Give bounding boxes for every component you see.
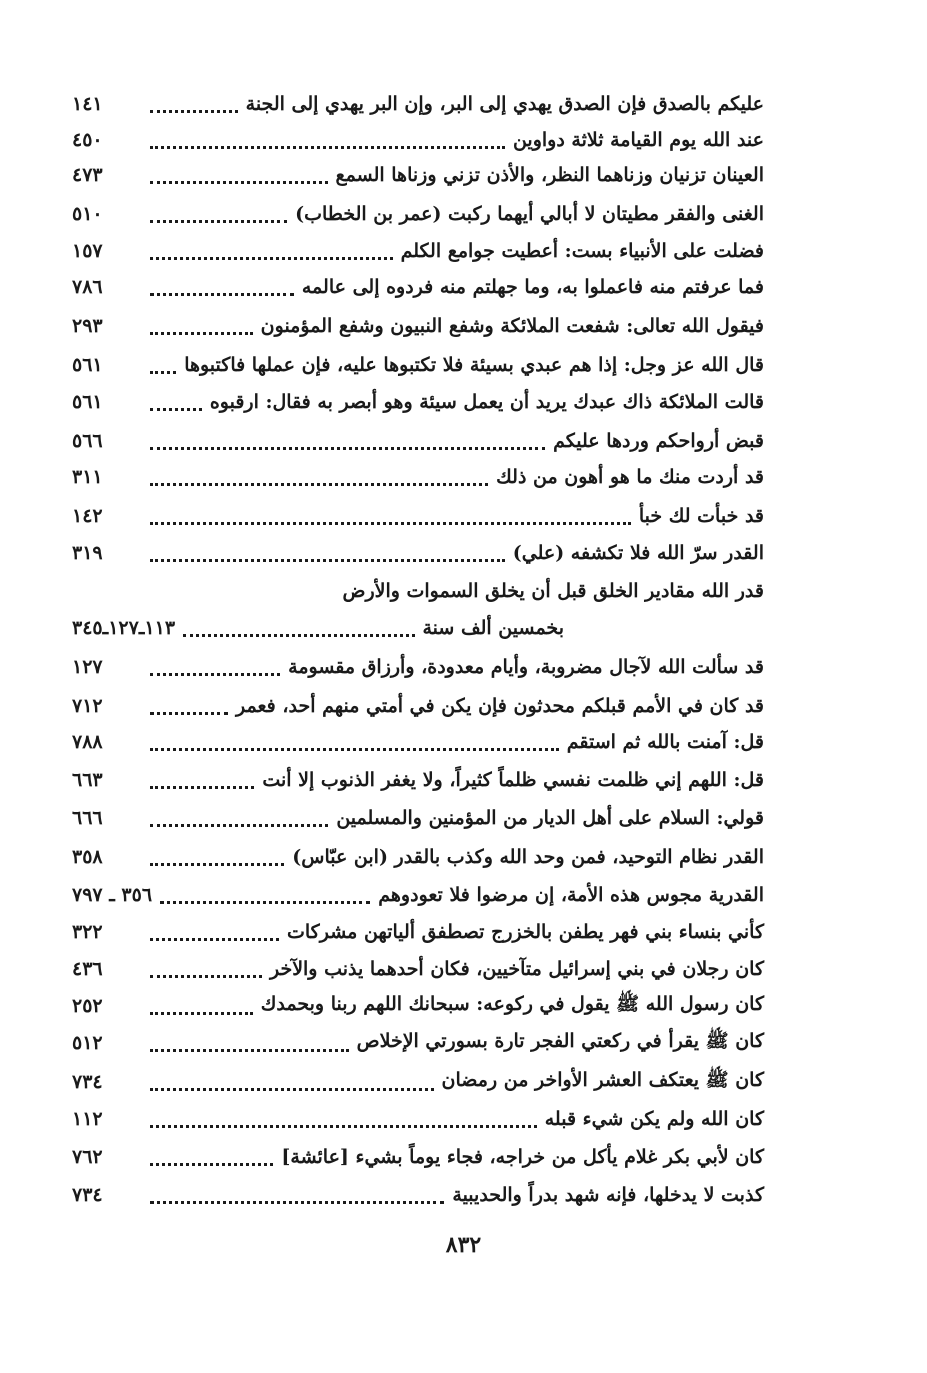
entry-page-number: ٣٢٢: [72, 921, 103, 943]
entry-page-number: ٦٦٦: [72, 807, 103, 829]
dot-leader: [150, 254, 393, 260]
entry-text: كان رجلان في بني إسرائيل متآخيين، فكان أحدهما يذنب والآخر: [269, 958, 764, 980]
index-entry: [72, 762, 764, 798]
entry-text: قدر الله مقادير الخلق قبل أن يخلق السموات والأرض: [342, 580, 764, 602]
entry-text: قبض أرواحكم وردها عليكم: [553, 430, 764, 452]
entry-text: القدر سرّ الله فلا تكشفه (علي): [512, 542, 764, 564]
entry-text: كان رسول الله ﷺ يقول في ركوعه: سبحانك اللهم ربنا وبحمدك: [260, 993, 764, 1015]
entry-page-number: ٧٨٨: [72, 731, 103, 753]
entry-text: فيقول الله تعالى: شفعت الملائكة وشفع النبيون وشفع المؤمنون: [260, 315, 764, 337]
dot-leader: [150, 783, 254, 789]
dot-leader: [150, 329, 253, 335]
entry-text: القدر نظام التوحيد، فمن وحد الله وكذب بالقدر (ابن عبّاس): [292, 846, 764, 868]
index-entry: [72, 1064, 764, 1100]
dot-leader: [150, 1122, 537, 1128]
entry-page-number: ٧٦٢: [72, 1146, 103, 1168]
index-entry: [72, 610, 764, 646]
entry-page-number: ٤٣٦: [72, 958, 103, 980]
entry-page-number: ١٤٢: [72, 505, 103, 527]
dot-leader: [150, 745, 559, 751]
entry-text: قل: اللهم إني ظلمت نفسي ظلماً كثيراً، ولا يغفر الذنوب إلا أنت: [262, 769, 764, 791]
entry-page-number: ١٢٧: [72, 656, 103, 678]
entry-text: عند الله يوم القيامة ثلاثة دواوين: [512, 129, 764, 151]
dot-leader: [150, 178, 328, 184]
index-entry: [72, 988, 764, 1024]
dot-leader: [150, 1198, 444, 1204]
dot-leader: [150, 1046, 349, 1052]
index-entry: [72, 649, 764, 685]
index-entry: [72, 688, 764, 724]
entry-page-number: ٥١٢: [72, 1032, 103, 1054]
dot-leader: [150, 972, 262, 978]
entry-page-number: ٥٦١: [72, 391, 103, 413]
dot-leader: [150, 821, 328, 827]
index-entry: [72, 384, 764, 420]
index-entry: [72, 535, 764, 571]
entry-text: كان ﷺ يعتكف العشر الأواخر من رمضان: [441, 1069, 764, 1091]
entry-text: عليكم بالصدق فإن الصدق يهدي إلى البر، وإن البر يهدي إلى الجنة: [245, 93, 764, 115]
index-entry: [72, 1139, 764, 1175]
entry-text: قد سألت الله لآجال مضروبة، وأيام معدودة، وأرزاق مقسومة: [288, 656, 764, 678]
dot-leader: [150, 519, 631, 525]
dot-leader: [150, 143, 505, 149]
entry-page-number: ٧٣٤: [72, 1071, 103, 1093]
index-entry: [72, 196, 764, 232]
entry-text: كان لأبي بكر غلام يأكل من خراجه، فجاء يوماً بشيء [عائشة]: [281, 1146, 764, 1168]
index-entry: [72, 308, 764, 344]
entry-text: قولي: السلام على أهل الديار من المؤمنين والمسلمين: [336, 807, 764, 829]
dot-leader: [160, 898, 370, 904]
entry-page-number: ٢٥٢: [72, 995, 103, 1017]
entry-text: فضلت على الأنبياء بست: أعطيت جوامع الكلم: [400, 240, 764, 262]
entry-page-number: ٤٥٠: [72, 129, 103, 151]
index-entry: [72, 347, 764, 383]
entry-page-number: ١١٣ـ١٢٧ـ٣٤٥: [72, 617, 176, 639]
index-entry: [72, 1101, 764, 1137]
dot-leader: [150, 368, 176, 374]
index-entry: [72, 914, 764, 950]
dot-leader: [150, 556, 505, 562]
dot-leader: [183, 631, 414, 637]
index-entry: [72, 877, 764, 913]
dot-leader: [150, 405, 202, 411]
entry-page-number: ١١٢: [72, 1108, 103, 1130]
dot-leader: [150, 217, 287, 223]
entry-page-number: ٧٨٦: [72, 276, 103, 298]
entry-page-number: ٣١٩: [72, 542, 103, 564]
entry-text: قال الله عز وجل: إذا هم عبدي بسيئة فلا تكتبوها عليه، فإن عملها فاكتبوها: [184, 354, 764, 376]
entry-page-number: ١٤١: [72, 93, 103, 115]
entry-text: كذبت لا يدخلها، فإنه شهد بدراً والحديبية: [452, 1184, 764, 1206]
index-entry: [72, 1025, 764, 1061]
index-entry: [72, 839, 764, 875]
entry-page-number: ٥٦١: [72, 354, 103, 376]
entry-text: بخمسين ألف سنة: [422, 617, 564, 639]
entry-text: كان ﷺ يقرأ في ركعتي الفجر تارة بسورتي الإخلاص: [356, 1030, 764, 1052]
entry-page-number: ٤٧٣: [72, 164, 103, 186]
dot-leader: [150, 935, 279, 941]
dot-leader: [150, 107, 238, 113]
index-entry: [72, 573, 764, 609]
index-entry: [72, 1177, 764, 1213]
entry-text: فما عرفتم منه فاعملوا به، وما جهلتم منه فردوه إلى عالمه: [301, 276, 764, 298]
dot-leader: [150, 860, 284, 866]
index-entry: [72, 724, 764, 760]
index-entry: [72, 459, 764, 495]
entry-text: القدرية مجوس هذه الأمة، إن مرضوا فلا تعودوهم: [378, 884, 764, 906]
entry-text: قد كان في الأمم قبلكم محدثون فإن يكن في أمتي منهم أحد، فعمر: [236, 695, 764, 717]
index-entry: [72, 233, 764, 269]
entry-page-number: ٥٦٦: [72, 430, 103, 452]
entry-text: الغنى والفقر مطيتان لا أبالي أيهما ركبت (عمر بن الخطاب): [295, 203, 764, 225]
dot-leader: [150, 670, 280, 676]
entry-page-number: ٦٦٣: [72, 769, 103, 791]
entry-text: العينان تزنيان وزناهما النظر، والأذن تزني وزناها السمع: [335, 164, 764, 186]
dot-leader: [150, 1085, 434, 1091]
page-number: ٨٣٢: [445, 1232, 482, 1258]
entry-text: قد أردت منك ما هو أهون من ذلك: [496, 466, 764, 488]
entry-text: قل: آمنت بالله ثم استقم: [566, 731, 764, 753]
index-entry: [72, 498, 764, 534]
entry-text: قالت الملائكة ذاك عبدك يريد أن يعمل سيئة وهو أبصر به فقال: ارقبوه: [209, 391, 764, 413]
entry-page-number: ٧٣٤: [72, 1184, 103, 1206]
entry-page-number: ١٥٧: [72, 240, 103, 262]
dot-leader: [150, 290, 294, 296]
index-entry: [72, 423, 764, 459]
index-entry: [72, 800, 764, 836]
index-entry: [72, 269, 764, 305]
index-entry: [72, 157, 764, 193]
index-entry: [72, 951, 764, 987]
entry-page-number: ٣٥٦ ـ ٧٩٧: [72, 884, 153, 906]
dot-leader: [150, 1009, 253, 1015]
entry-text: كان الله ولم يكن شيء قبله: [544, 1108, 764, 1130]
dot-leader: [150, 709, 228, 715]
index-entry: [72, 122, 764, 158]
dot-leader: [150, 480, 488, 486]
index-entry: [72, 86, 764, 122]
entry-page-number: ٧١٢: [72, 695, 103, 717]
entry-text: كأني بنساء بني فهر يطفن بالخزرج تصطفق ألياتهن مشركات: [287, 921, 764, 943]
entry-page-number: ٣١١: [72, 466, 103, 488]
dot-leader: [150, 444, 545, 450]
entry-page-number: ٣٥٨: [72, 846, 103, 868]
entry-page-number: ٢٩٣: [72, 315, 103, 337]
entry-page-number: ٥١٠: [72, 203, 103, 225]
entry-text: قد خبأت لك خبأ: [638, 505, 764, 527]
dot-leader: [150, 1160, 273, 1166]
